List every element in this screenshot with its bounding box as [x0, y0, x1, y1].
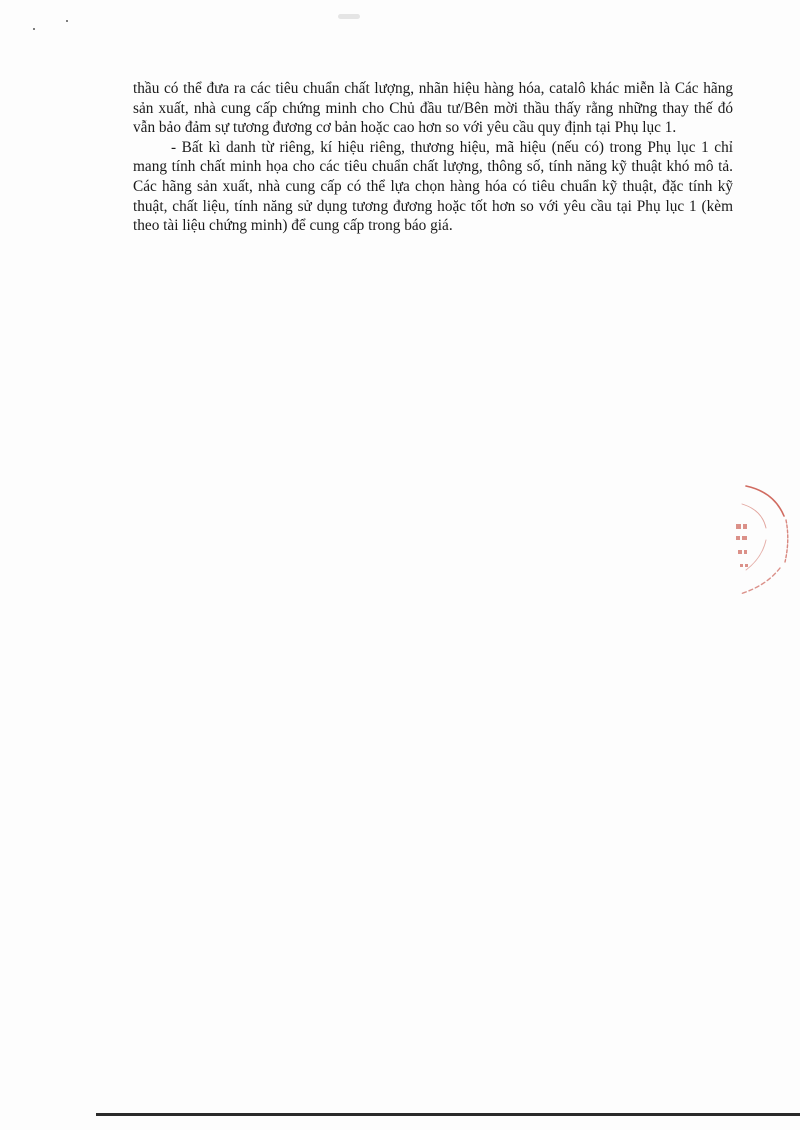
scan-bottom-edge — [96, 1113, 800, 1116]
paragraph-brand-names: - Bất kì danh từ riêng, kí hiệu riêng, thương hiệu, mã hiệu (nếu có) trong Phụ lục 1 chỉ mang tính chất minh họa cho các tiêu chuẩn chất lượng, thông số, tính năng kỹ thuật khó mô tả. Các hãng sản xuất, nhà cung cấp có thể lựa chọn hàng hóa có tiêu chuẩn kỹ thuật, đặc tính kỹ thuật, chất liệu, tính năng sử dụng tương đương hoặc tốt hơn so với yêu cầu tại Phụ lục 1 (kèm theo tài liệu chứng minh) để cung cấp trong báo giá. — [133, 138, 733, 235]
scan-speck — [66, 20, 68, 22]
scan-speck — [33, 28, 35, 30]
scan-smudge — [338, 14, 360, 19]
paragraph-continuation: thầu có thể đưa ra các tiêu chuẩn chất lượng, nhãn hiệu hàng hóa, catalô khác miễn là Các hãng sản xuất, nhà cung cấp chứng minh cho Chủ đầu tư/Bên mời thầu thấy rằng những thay thế đó vẫn bảo đảm sự tương đương cơ bản hoặc cao hơn so với yêu cầu quy định tại Phụ lục 1. — [133, 80, 733, 137]
document-body — [133, 79, 733, 236]
partial-red-seal-icon — [716, 480, 792, 600]
